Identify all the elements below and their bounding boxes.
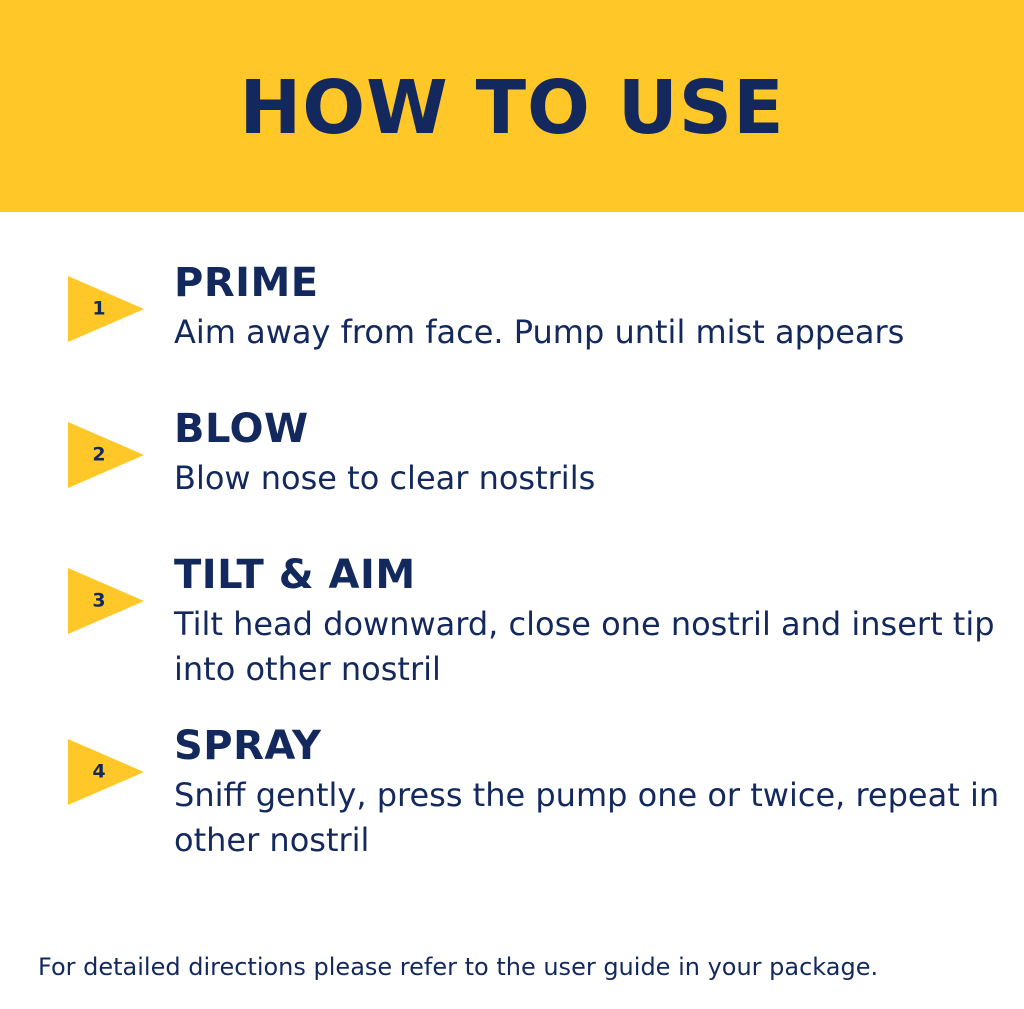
step-title: PRIME xyxy=(174,260,319,306)
step-description: Aim away from face. Pump until mist appears xyxy=(174,313,905,351)
step-marker-triangle-icon xyxy=(68,422,144,488)
step-marker-triangle-icon xyxy=(68,568,144,634)
step-body xyxy=(174,262,1024,355)
step-description: Blow nose to clear nostrils xyxy=(174,459,596,497)
step-description: Sniff gently, press the pump one or twice, repeat in other nostril xyxy=(174,775,1000,860)
header-banner xyxy=(0,0,1024,212)
list-item xyxy=(0,554,1024,693)
step-marker-triangle-icon xyxy=(68,739,144,805)
list-item xyxy=(0,722,1024,864)
step-title: TILT & AIM xyxy=(174,552,416,598)
step-body xyxy=(174,408,1024,501)
step-title: SPRAY xyxy=(174,722,322,769)
step-number: 2 xyxy=(92,443,106,466)
step-description: Tilt head downward, close one nostril and insert tip into other nostril xyxy=(174,605,995,689)
footer-note: For detailed directions please refer to the user guide in your package. xyxy=(38,952,879,981)
step-title: BLOW xyxy=(174,406,309,452)
step-body xyxy=(174,722,1024,864)
step-number: 1 xyxy=(92,297,106,320)
step-number: 4 xyxy=(92,760,106,783)
step-marker-triangle-icon xyxy=(68,276,144,342)
steps-list xyxy=(0,262,1024,864)
list-item xyxy=(0,262,1024,370)
step-body xyxy=(174,554,1024,693)
list-item xyxy=(0,408,1024,516)
page-title: HOW TO USE xyxy=(239,65,785,151)
step-number: 3 xyxy=(92,589,106,612)
